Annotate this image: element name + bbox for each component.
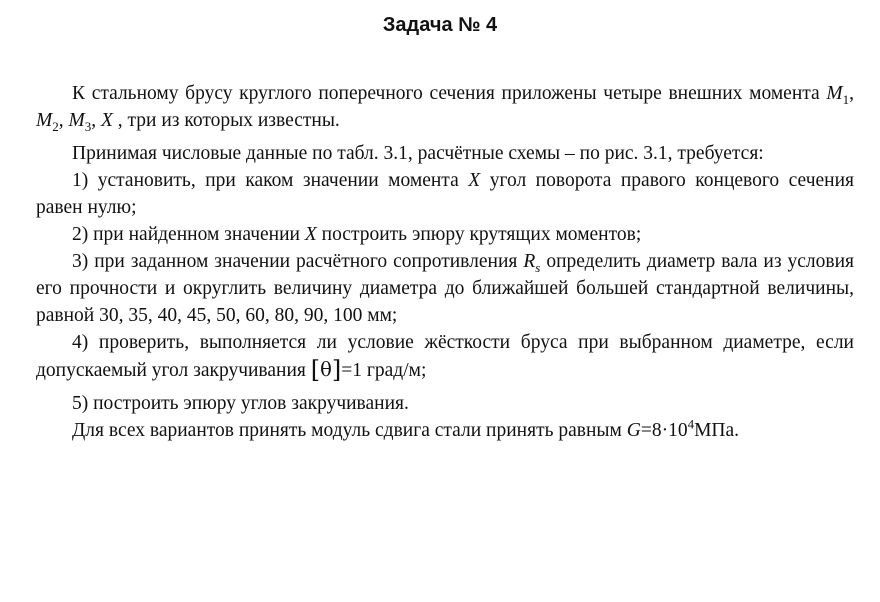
item-1-text-end: угол поворота правого концевого сечения равен нулю; — [36, 170, 855, 218]
requirement-item-2 — [36, 221, 854, 248]
moment-x: X — [101, 110, 113, 131]
theta-symbol: θ — [320, 358, 332, 381]
requirement-item-3 — [36, 248, 854, 329]
requirement-item-1 — [36, 167, 854, 221]
requirement-item-5: 5) построить эпюру углов закручивания. — [72, 393, 409, 414]
item-2-text-end: построить эпюру крутящих моментов; — [321, 224, 642, 245]
item-1-var-x: X — [468, 170, 481, 191]
item-3-text-end: определить диаметр вала из условия его прочности и округлить величину диаметра до ближайшей большей стандартной величины, равной 30, 35, 40, 45, 50, 60, 80, 90, 100 мм; — [36, 251, 855, 326]
task-text — [36, 80, 854, 444]
closing-paragraph — [36, 417, 854, 444]
item-1-text: 1) установить, при каком значении момента — [72, 170, 459, 191]
item-3-var-r: R — [523, 251, 536, 272]
moment-m3: M — [68, 110, 85, 131]
closing-text: Для всех вариантов принять модуль сдвига стали принять равным — [72, 420, 622, 441]
item-3-text: 3) при заданном значении расчётного сопротивления — [72, 251, 518, 272]
intro-paragraph: К стальному брусу круглого поперечного сечения приложены четыре внешних момента $M_1$, $M_2$, $M_3$, X , три из которых известны. — [36, 83, 854, 134]
shear-modulus-value: =8·10 — [640, 420, 688, 441]
shear-modulus-g: G — [626, 420, 641, 441]
item-2-var-x: X — [304, 224, 317, 245]
intro-text-end: , три из которых известны. — [117, 110, 340, 131]
moment-m1: M — [826, 83, 843, 104]
shear-modulus-exponent: 4 — [687, 416, 695, 432]
moment-m3-sub: 3 — [84, 118, 92, 134]
moment-m2-sub: 2 — [52, 118, 59, 134]
closing-period: . — [734, 420, 740, 441]
bracket-left: [ — [310, 356, 321, 384]
moment-m2: M — [36, 110, 53, 131]
item-4-text-end: град/м; — [366, 360, 427, 381]
intro-text: К стальному брусу круглого поперечного сечения приложены четыре внешних момента — [72, 83, 820, 104]
bracket-right: ] — [331, 356, 342, 384]
task-title: Задача № 4 — [382, 14, 498, 36]
item-4-value: =1 — [341, 360, 363, 381]
requirement-item-4 — [36, 329, 854, 384]
item-3-var-r-sub: s — [535, 259, 541, 275]
item-4-text: 4) проверить, выполняется ли условие жёсткости бруса при выбранном диаметре, если допускаемый угол закручивания — [36, 332, 854, 381]
shear-modulus-unit: МПа — [694, 420, 735, 441]
moment-m1-sub: 1 — [842, 91, 850, 107]
item-2-text: 2) при найденном значении — [72, 224, 300, 245]
requirements-paragraph: Принимая числовые данные по табл. 3.1, расчётные схемы – по рис. 3.1, требуется: — [72, 143, 764, 164]
